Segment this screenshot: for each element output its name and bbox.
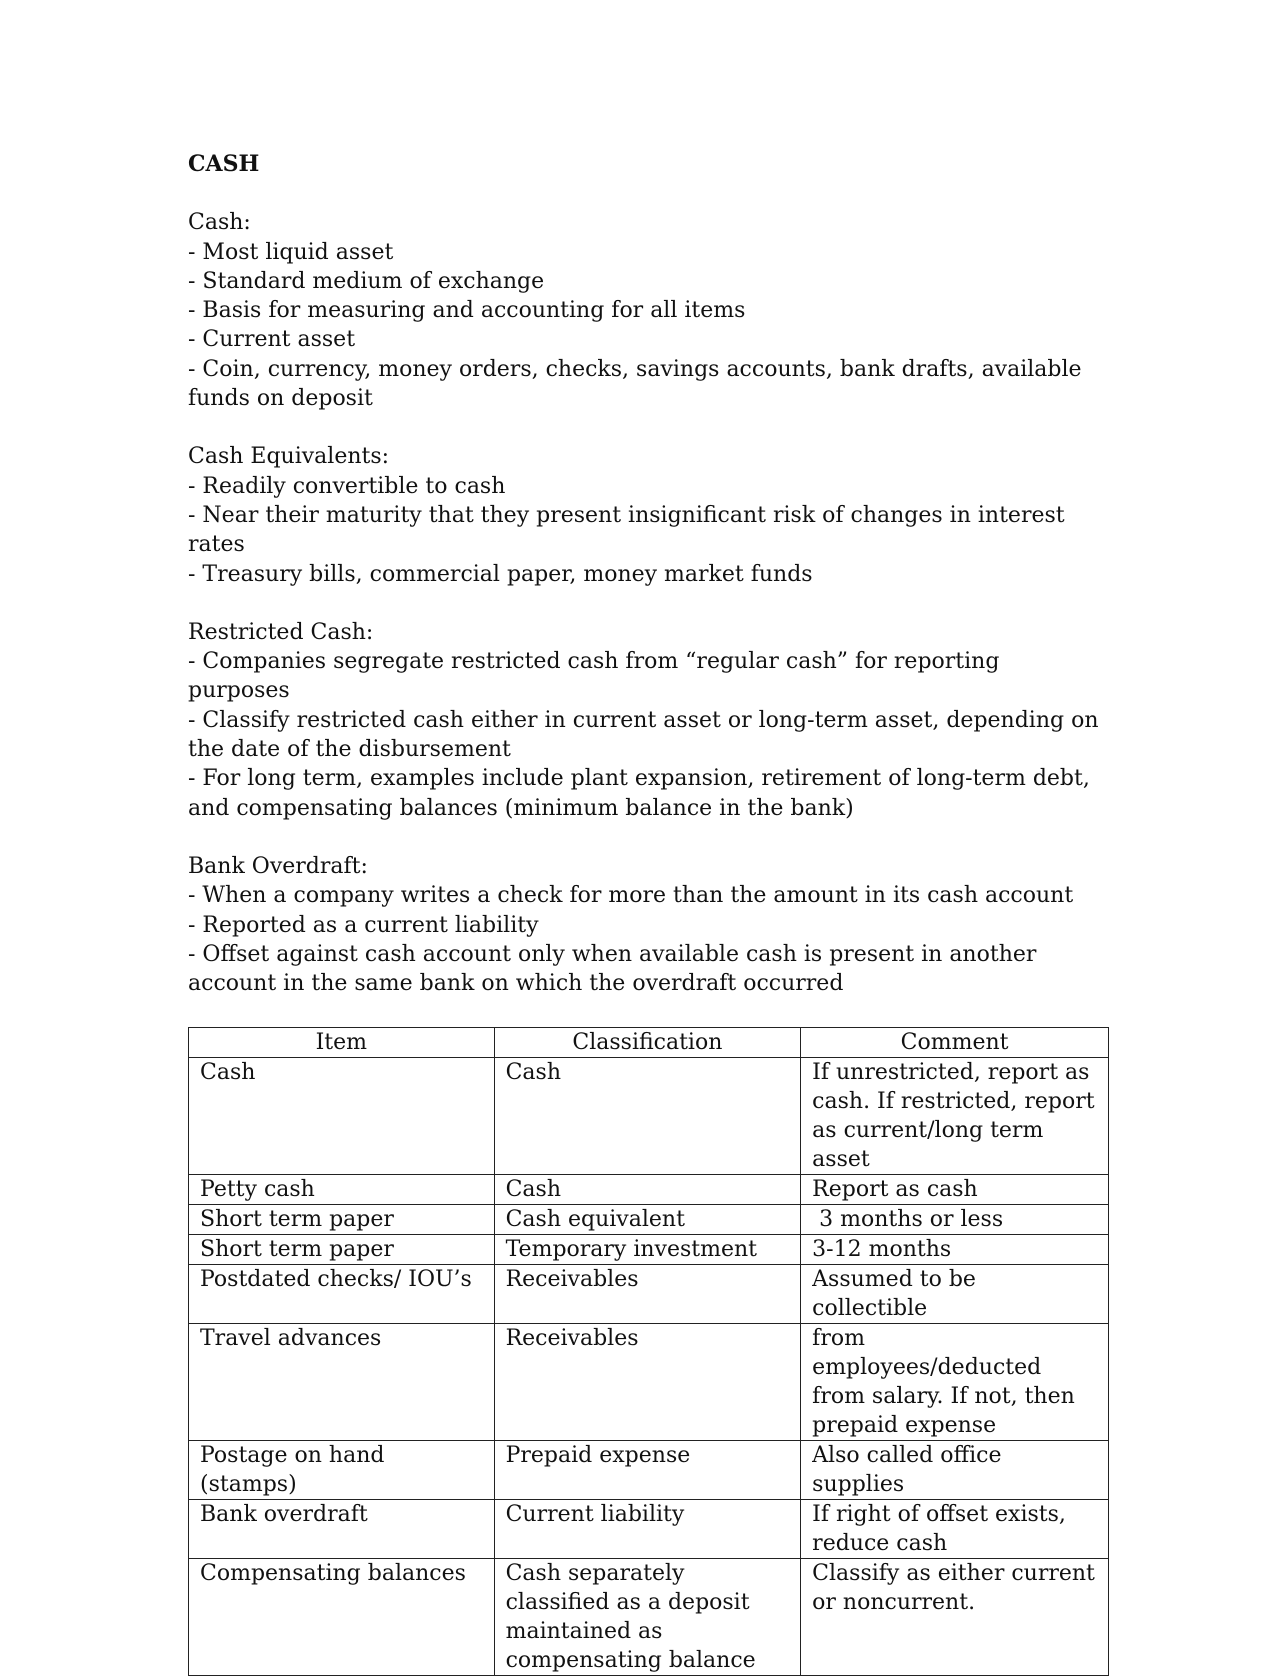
- bullet-item: - Reported as a current liability: [188, 912, 539, 938]
- cell-item: Short term paper: [189, 1205, 495, 1235]
- bullet-item: - Classify restricted cash either in current asset or long-term asset, depending on the date of the disbursement: [188, 707, 1099, 763]
- cell-item: Postage on hand (stamps): [189, 1441, 495, 1500]
- table-row: [189, 1205, 1109, 1235]
- bullet-item: - When a company writes a check for more than the amount in its cash account: [188, 883, 1074, 909]
- table-row: [189, 1324, 1109, 1441]
- table-row: [189, 1235, 1109, 1265]
- bullet-item: - Readily convertible to cash: [188, 473, 506, 499]
- document-title: CASH: [188, 151, 260, 177]
- bullet-item: - For long term, examples include plant expansion, retirement of long-term debt, and compensating balances (minimum balance in the bank): [188, 766, 1090, 821]
- table-row: [189, 1441, 1109, 1500]
- cell-item: Short term paper: [189, 1235, 495, 1265]
- bullet-item: - Standard medium of exchange: [188, 268, 545, 294]
- section-cash: [188, 208, 1108, 413]
- cell-classification: Prepaid expense: [494, 1441, 801, 1500]
- section-restricted-cash: [188, 618, 1108, 823]
- cell-item: Petty cash: [189, 1175, 495, 1205]
- bullet-item: - Offset against cash account only when available cash is present in another account in the same bank on which the overdraft occurred: [188, 941, 1037, 997]
- bullet-item: - Current asset: [188, 327, 356, 353]
- section-heading: Cash Equivalents:: [188, 444, 390, 470]
- section-cash-equivalents: [188, 442, 1108, 588]
- bullet-item: - Companies segregate restricted cash from “regular cash” for reporting purposes: [188, 649, 1000, 704]
- classification-table: [188, 1027, 1109, 1676]
- cell-classification: Cash: [494, 1175, 801, 1205]
- section-heading: Bank Overdraft:: [188, 853, 368, 879]
- document-page: [188, 150, 1108, 1676]
- cell-classification: Cash separately classified as a deposit maintained as compensating balance: [494, 1559, 801, 1676]
- table-row: [189, 1559, 1109, 1676]
- table-row: [189, 1265, 1109, 1324]
- section-bank-overdraft: [188, 852, 1108, 998]
- table-row: [189, 1175, 1109, 1205]
- cell-item: Travel advances: [189, 1324, 495, 1441]
- column-header-classification: Classification: [494, 1028, 801, 1058]
- section-heading: Restricted Cash:: [188, 619, 374, 645]
- table-row: [189, 1500, 1109, 1559]
- cell-classification: Temporary investment: [494, 1235, 801, 1265]
- section-heading: Cash:: [188, 210, 251, 236]
- cell-item: Compensating balances: [189, 1559, 495, 1676]
- cell-classification: Receivables: [494, 1265, 801, 1324]
- cell-classification: Cash equivalent: [494, 1205, 801, 1235]
- bullet-item: - Basis for measuring and accounting for all items: [188, 298, 746, 324]
- cell-item: Postdated checks/ IOU’s: [189, 1265, 495, 1324]
- cell-item: Cash: [189, 1058, 495, 1175]
- table-row: [189, 1058, 1109, 1175]
- cell-comment: Classify as either current or noncurrent.: [801, 1559, 1109, 1676]
- cell-comment: If unrestricted, report as cash. If restricted, report as current/long term asset: [801, 1058, 1109, 1175]
- cell-classification: Current liability: [494, 1500, 801, 1559]
- cell-comment: Assumed to be collectible: [801, 1265, 1109, 1324]
- cell-classification: Cash: [494, 1058, 801, 1175]
- cell-comment: Also called office supplies: [801, 1441, 1109, 1500]
- cell-comment: 3 months or less: [801, 1205, 1109, 1235]
- cell-comment: 3-12 months: [801, 1235, 1109, 1265]
- cell-classification: Receivables: [494, 1324, 801, 1441]
- bullet-item: - Coin, currency, money orders, checks, savings accounts, bank drafts, available funds on deposit: [188, 356, 1082, 412]
- cell-comment: Report as cash: [801, 1175, 1109, 1205]
- cell-comment: If right of offset exists, reduce cash: [801, 1500, 1109, 1559]
- bullet-item: - Near their maturity that they present insignificant risk of changes in interest rates: [188, 502, 1065, 558]
- cell-comment: from employees/deducted from salary. If not, then prepaid expense: [801, 1324, 1109, 1441]
- column-header-item: Item: [189, 1028, 495, 1058]
- bullet-item: - Treasury bills, commercial paper, money market funds: [188, 561, 813, 587]
- table-header-row: [189, 1028, 1109, 1058]
- column-header-comment: Comment: [801, 1028, 1109, 1058]
- bullet-item: - Most liquid asset: [188, 239, 394, 265]
- cell-item: Bank overdraft: [189, 1500, 495, 1559]
